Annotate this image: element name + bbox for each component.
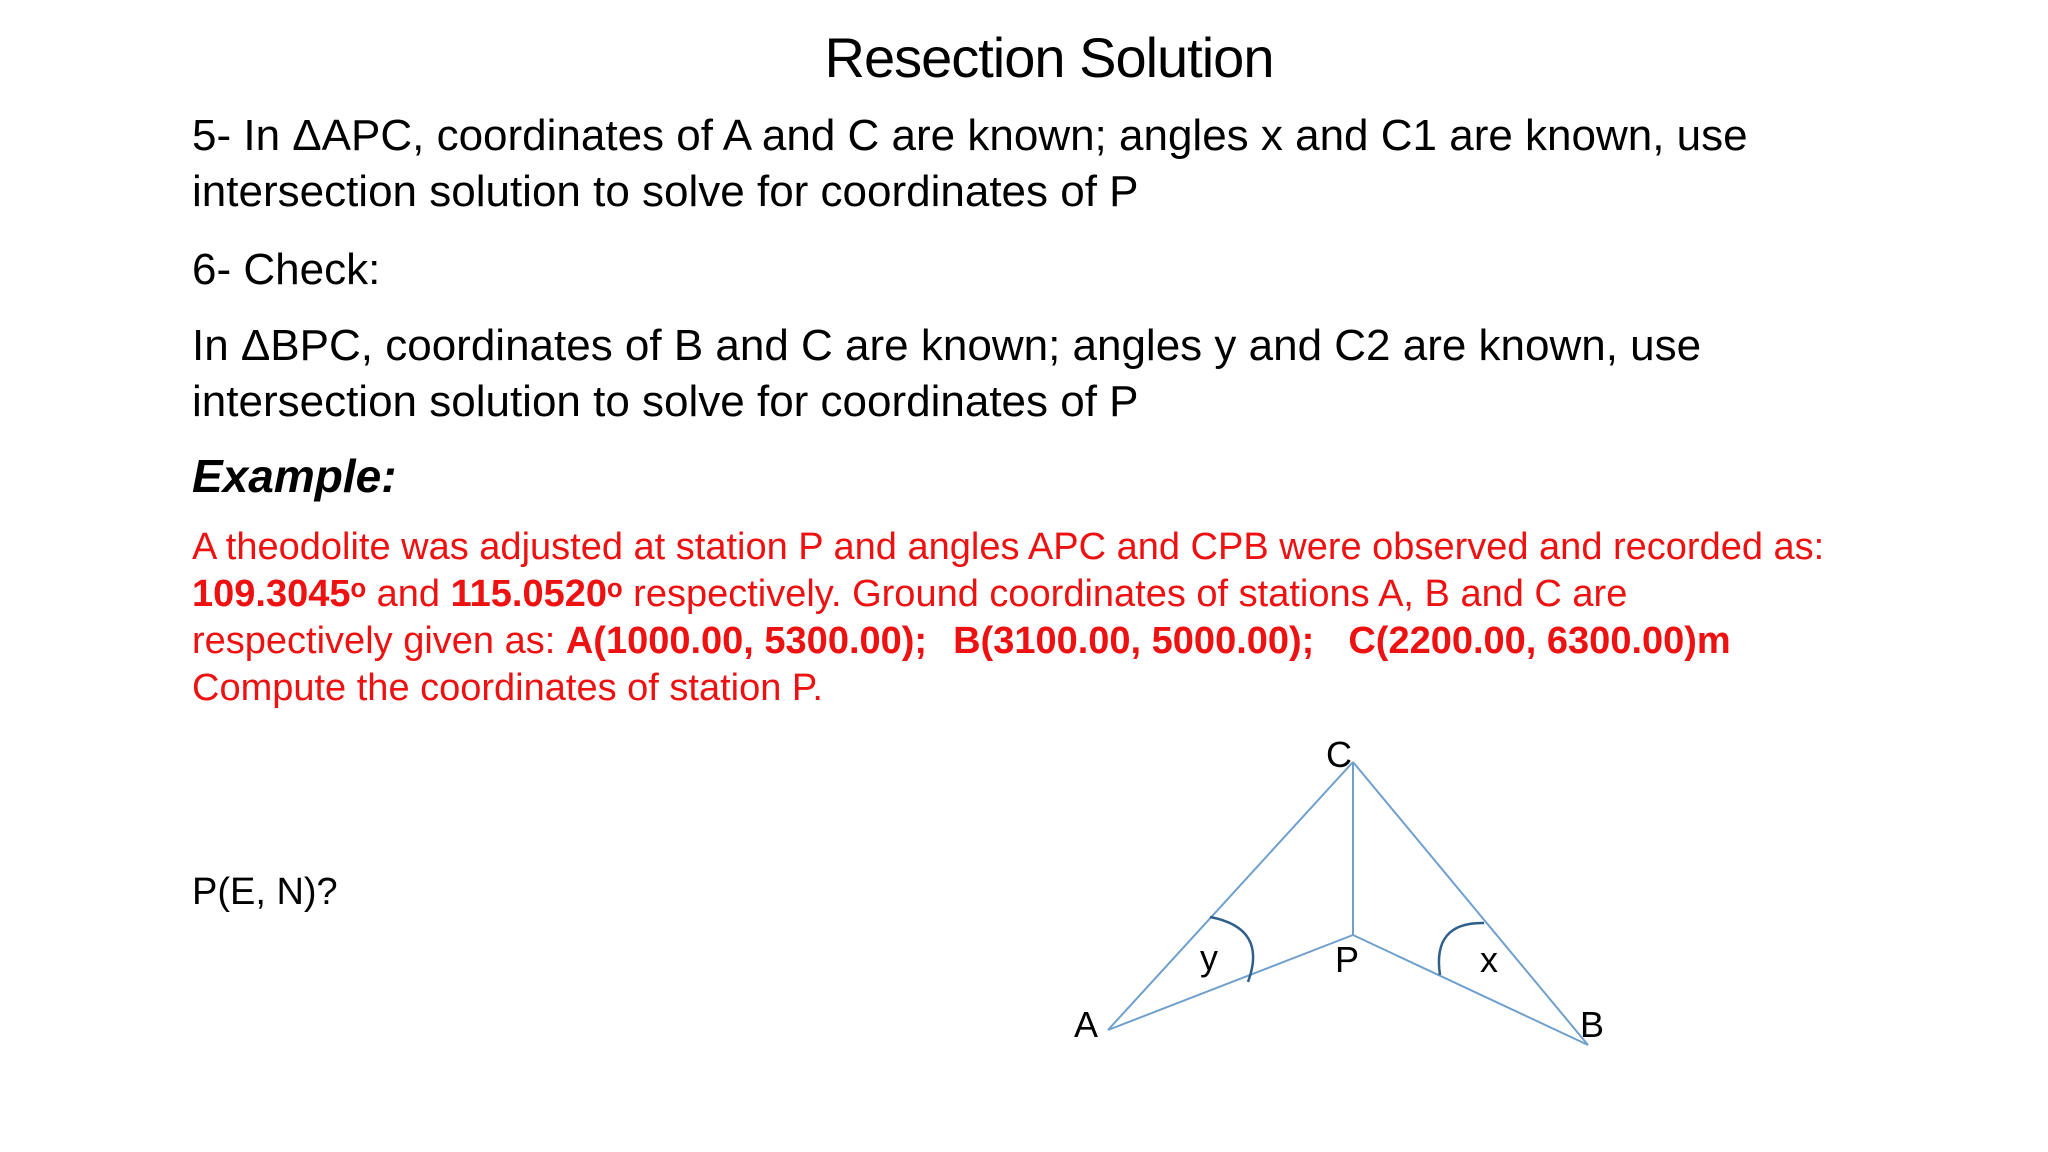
- label-a: A: [1074, 1004, 1099, 1045]
- coord-a: A(1000.00, 5300.00);: [565, 620, 928, 662]
- problem-line-4: Compute the coordinates of station P.: [192, 667, 823, 709]
- label-x: x: [1480, 939, 1498, 980]
- label-y: y: [1200, 937, 1218, 978]
- coord-c: C(2200.00, 6300.00)m: [1348, 620, 1731, 662]
- coord-b: B(3100.00, 5000.00);: [953, 620, 1315, 662]
- label-b: B: [1580, 1004, 1605, 1045]
- line-p-b: [1353, 935, 1588, 1045]
- angle-x-arc: [1439, 923, 1484, 975]
- angle-cpb-value: 115.0520ᵒ: [450, 573, 623, 615]
- unknown-point-label: P(E, N)?: [192, 871, 338, 913]
- problem-line-3-prefix: respectively given as:: [192, 620, 566, 662]
- diagram-lines: [1108, 762, 1588, 1045]
- problem-line-2-rest: respectively. Ground coordinates of stations A, B and C are: [622, 573, 1628, 615]
- slide-title: Resection Solution: [824, 26, 1274, 89]
- step-6-label: 6- Check:: [192, 245, 381, 294]
- line-c-b: [1353, 762, 1588, 1045]
- label-p: P: [1335, 939, 1360, 980]
- label-c: C: [1326, 734, 1352, 775]
- example-heading: Example:: [192, 450, 397, 502]
- line-a-c: [1108, 762, 1353, 1030]
- line-a-p: [1108, 935, 1353, 1030]
- step-5-text: 5- In ΔAPC, coordinates of A and C are known; angles x and C1 are known, use intersection solution to solve for coordinates of P: [192, 111, 1748, 216]
- angle-apc-value: 109.3045ᵒ: [192, 573, 367, 615]
- and-word: and: [366, 573, 451, 615]
- problem-line-1: A theodolite was adjusted at station P and angles APC and CPB were observed and recorded as:: [192, 526, 1825, 568]
- check-text: In ΔBPC, coordinates of B and C are known; angles y and C2 are known, use intersection solution to solve for coordinates of P: [192, 321, 1702, 426]
